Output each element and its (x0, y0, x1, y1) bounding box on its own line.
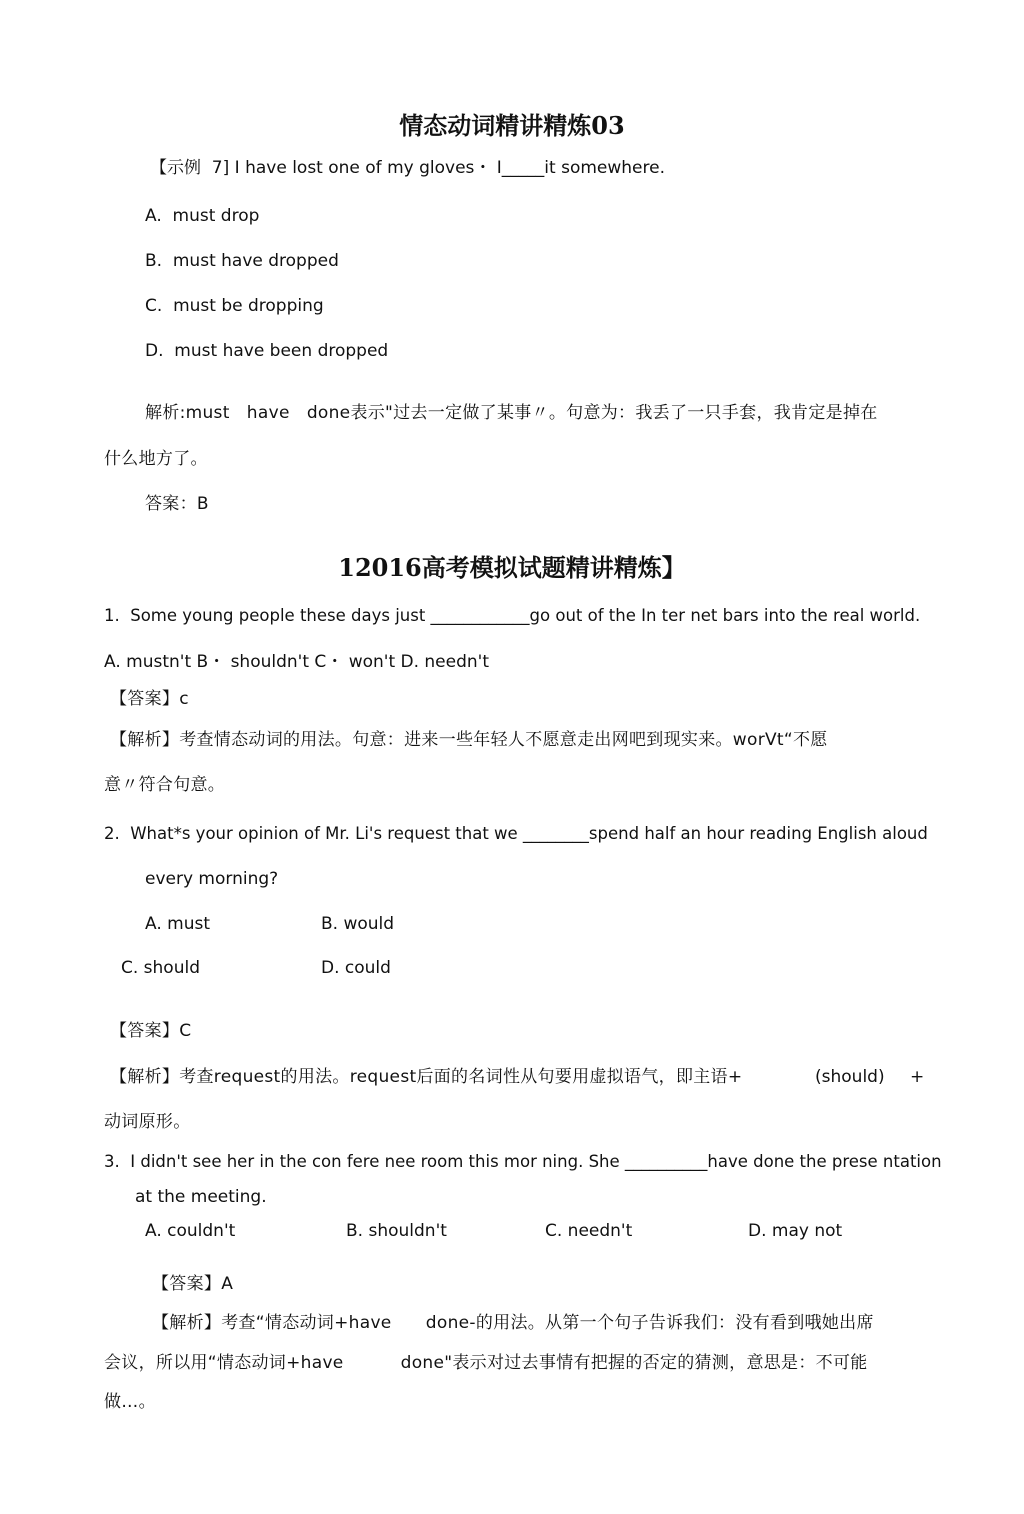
q3-option-c: C. needn't (545, 1221, 633, 1241)
q3-analysis-line3: 做…。 (104, 1392, 156, 1412)
q3-option-b: B. shouldn't (346, 1221, 447, 1241)
q1-analysis-line1: 【解析】考查情态动词的用法。句意：进来一些年轻人不愿意走出网吧到现实来。worVt“不愿 (110, 730, 828, 750)
q3-question-line1: 3. I didn't see her in the con fere nee room this mor ning. She __________have done the prese ntation (104, 1152, 942, 1171)
q2-option-d: D. could (321, 958, 391, 978)
q3-answer: 【答案】A (152, 1274, 234, 1294)
q3-option-a: A. couldn't (145, 1221, 236, 1241)
q2-answer: 【答案】C (110, 1021, 192, 1041)
q2-question-line1: 2. What*s your opinion of Mr. Li's request that we ________spend half an hour reading English aloud (104, 824, 928, 843)
q2-analysis-plus: + (910, 1067, 925, 1087)
q3-question-line2: at the meeting. (135, 1187, 267, 1207)
example-option-a: A. must drop (145, 206, 260, 226)
q3-option-d: D. may not (748, 1221, 843, 1241)
section-title: 12016高考模拟试题精讲精炼】 (338, 553, 686, 582)
q1-question: 1. Some young people these days just ____________go out of the In ter net bars into the real world. (104, 606, 921, 625)
page-title: 情态动词精讲精炼03 (399, 111, 625, 140)
example-option-c: C. must be dropping (145, 296, 324, 316)
example-analysis-line1: 解析:must have done表示"过去一定做了某事〃。句意为：我丢了一只手套，我肯定是掉在 (145, 403, 878, 423)
example-answer: 答案：B (145, 494, 209, 514)
q1-analysis-line2: 意〃符合句意。 (104, 775, 226, 795)
example-option-d: D. must have been dropped (145, 341, 389, 361)
q2-option-a: A. must (145, 914, 210, 934)
q2-option-b: B. would (321, 914, 395, 934)
q2-analysis-should: (should) (815, 1067, 885, 1087)
q2-option-c: C. should (121, 958, 200, 978)
q1-options: A. mustn't B・ shouldn't C・ won't D. needn't (104, 652, 490, 672)
q2-analysis-line1: 【解析】考查request的用法。request后面的名词性从句要用虚拟语气，即主语+ (110, 1067, 743, 1087)
q2-analysis-line2: 动词原形。 (104, 1112, 191, 1132)
q3-analysis-line1: 【解析】考查“情态动词+have done-的用法。从第一个句子告诉我们：没有看到哦她出席 (152, 1313, 874, 1333)
example-question: 【示例 7] I have lost one of my gloves・ I_____it somewhere. (150, 158, 665, 178)
q2-question-line2: every morning? (145, 869, 279, 889)
example-analysis-line2: 什么地方了。 (104, 449, 208, 469)
q1-answer: 【答案】c (110, 689, 189, 709)
example-option-b: B. must have dropped (145, 251, 339, 271)
q3-analysis-line2: 会议，所以用“情态动词+have done"表示对过去事情有把握的否定的猜测，意思是：不可能 (104, 1353, 868, 1373)
